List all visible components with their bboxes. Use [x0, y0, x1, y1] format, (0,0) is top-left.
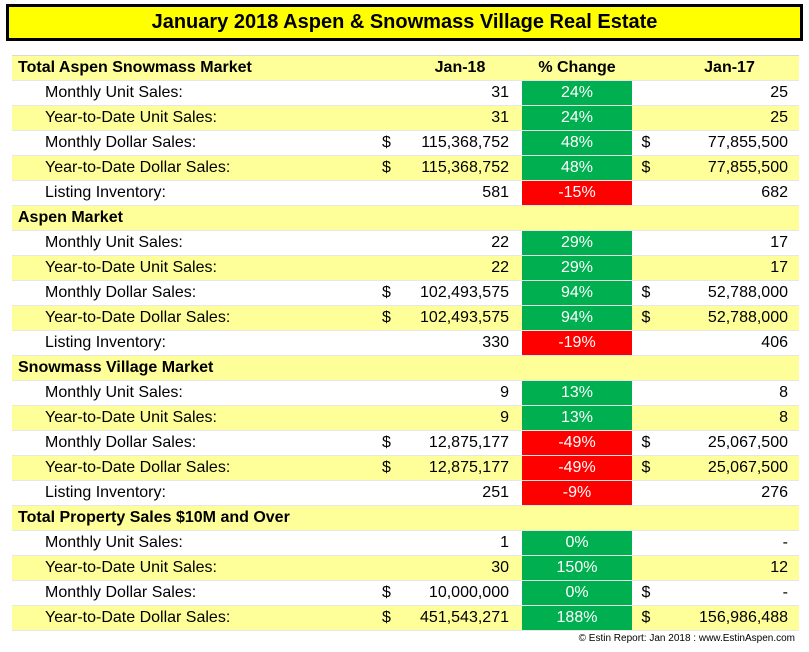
value-jan-17: 8 [779, 384, 788, 401]
section-header-row [12, 356, 799, 381]
table-row [12, 181, 799, 206]
currency-symbol [382, 481, 398, 505]
currency-symbol [382, 181, 398, 205]
currency-symbol: $ [382, 134, 391, 151]
value-jan-17: 77,855,500 [707, 159, 788, 176]
section-title: Snowmass Village Market [18, 359, 214, 376]
metric-label: Monthly Unit Sales: [45, 384, 183, 401]
currency-symbol: $ [641, 584, 651, 601]
currency-symbol: $ [641, 159, 651, 176]
value-jan-18: 102,493,575 [420, 309, 509, 326]
currency-symbol [382, 556, 398, 580]
value-jan-17: 52,788,000 [707, 284, 788, 301]
metric-label: Year-to-Date Unit Sales: [45, 259, 217, 276]
currency-symbol: $ [382, 459, 391, 476]
value-jan-17: 25 [770, 84, 788, 101]
value-jan-17: 17 [770, 234, 788, 251]
pct-change-cell: 24% [522, 81, 632, 105]
value-jan-18: 22 [491, 234, 509, 251]
currency-symbol [382, 331, 398, 355]
currency-symbol [382, 381, 398, 405]
table-row [12, 581, 799, 606]
pct-change-cell: -9% [522, 481, 632, 505]
currency-symbol [632, 231, 660, 255]
value-jan-18: 22 [491, 259, 509, 276]
metric-label: Listing Inventory: [45, 334, 166, 351]
value-jan-17: - [782, 584, 788, 601]
pct-change-cell: 0% [522, 531, 632, 555]
column-header-jan-18: Jan-18 [434, 59, 486, 76]
pct-change-cell: 188% [522, 606, 632, 630]
currency-symbol: $ [382, 284, 391, 301]
value-jan-17: 8 [779, 409, 788, 426]
pct-change-cell: 29% [522, 256, 632, 280]
pct-change-cell: 150% [522, 556, 632, 580]
table-row [12, 456, 799, 481]
currency-symbol [632, 256, 660, 280]
metric-label: Monthly Dollar Sales: [45, 584, 197, 601]
metric-label: Year-to-Date Unit Sales: [45, 559, 217, 576]
pct-change-cell: 13% [522, 381, 632, 405]
metric-label: Year-to-Date Dollar Sales: [45, 159, 231, 176]
pct-change-cell: 94% [522, 306, 632, 330]
value-jan-18: 12,875,177 [428, 459, 509, 476]
pct-change-cell: 0% [522, 581, 632, 605]
table-row [12, 331, 799, 356]
section-title: Total Aspen Snowmass Market [18, 59, 252, 76]
value-jan-18: 10,000,000 [428, 584, 509, 601]
currency-symbol: $ [382, 434, 391, 451]
value-jan-18: 9 [500, 384, 509, 401]
column-header-pct-change: % Change [538, 59, 616, 76]
value-jan-17: 25,067,500 [707, 434, 788, 451]
pct-change-cell: 94% [522, 281, 632, 305]
currency-symbol [632, 181, 660, 205]
table-row [12, 81, 799, 106]
metric-label: Year-to-Date Unit Sales: [45, 109, 217, 126]
value-jan-18: 102,493,575 [420, 284, 509, 301]
value-jan-18: 30 [491, 559, 509, 576]
currency-symbol [382, 256, 398, 280]
metric-label: Monthly Dollar Sales: [45, 284, 197, 301]
value-jan-17: 25 [770, 109, 788, 126]
currency-symbol [382, 56, 398, 80]
pct-change-cell: -19% [522, 331, 632, 355]
metric-label: Year-to-Date Unit Sales: [45, 409, 217, 426]
value-jan-18: 251 [482, 484, 509, 501]
table-row [12, 481, 799, 506]
pct-change-cell: 24% [522, 106, 632, 130]
pct-change-cell: -49% [522, 456, 632, 480]
copyright-footer: © Estin Report: Jan 2018 : www.EstinAspen.com [578, 633, 795, 644]
value-jan-17: - [782, 534, 788, 551]
value-jan-17: 77,855,500 [707, 134, 788, 151]
pct-change-cell: 48% [522, 156, 632, 180]
value-jan-17: 406 [761, 334, 788, 351]
section-header-row [12, 206, 799, 231]
table-row [12, 556, 799, 581]
value-jan-18: 115,368,752 [421, 134, 509, 151]
currency-symbol [382, 531, 398, 555]
pct-change-cell: -49% [522, 431, 632, 455]
currency-symbol [632, 531, 660, 555]
table-row [12, 131, 799, 156]
currency-symbol [632, 381, 660, 405]
table-row [12, 606, 799, 631]
metric-label: Listing Inventory: [45, 184, 166, 201]
value-jan-18: 9 [500, 409, 509, 426]
metric-label: Year-to-Date Dollar Sales: [45, 459, 231, 476]
value-jan-18: 330 [482, 334, 509, 351]
value-jan-17: 156,986,488 [699, 609, 788, 626]
currency-symbol [632, 481, 660, 505]
table-row [12, 281, 799, 306]
sales-table [12, 55, 799, 631]
metric-label: Monthly Unit Sales: [45, 84, 183, 101]
pct-change-cell: -15% [522, 181, 632, 205]
value-jan-18: 12,875,177 [428, 434, 509, 451]
currency-symbol [632, 106, 660, 130]
currency-symbol: $ [382, 609, 391, 626]
currency-symbol: $ [641, 309, 651, 326]
value-jan-17: 12 [770, 559, 788, 576]
currency-symbol [632, 331, 660, 355]
report-title: January 2018 Aspen & Snowmass Village Real Estate [6, 4, 803, 41]
metric-label: Year-to-Date Dollar Sales: [45, 309, 231, 326]
pct-change-cell: 48% [522, 131, 632, 155]
table-row [12, 381, 799, 406]
value-jan-18: 31 [491, 84, 509, 101]
value-jan-17: 276 [761, 484, 788, 501]
value-jan-17: 17 [770, 259, 788, 276]
metric-label: Monthly Unit Sales: [45, 534, 183, 551]
metric-label: Monthly Unit Sales: [45, 234, 183, 251]
table-row [12, 106, 799, 131]
currency-symbol: $ [382, 309, 391, 326]
table-row [12, 531, 799, 556]
column-header-jan-17: Jan-17 [704, 59, 755, 76]
pct-change-cell: 29% [522, 231, 632, 255]
table-row [12, 156, 799, 181]
table-row [12, 256, 799, 281]
value-jan-17: 682 [761, 184, 788, 201]
metric-label: Monthly Dollar Sales: [45, 134, 197, 151]
currency-symbol: $ [641, 459, 651, 476]
currency-symbol [632, 556, 660, 580]
currency-symbol: $ [641, 284, 651, 301]
currency-symbol: $ [641, 609, 651, 626]
currency-symbol: $ [382, 159, 391, 176]
currency-symbol [382, 106, 398, 130]
table-header-row [12, 56, 799, 81]
table-row [12, 231, 799, 256]
value-jan-17: 25,067,500 [707, 459, 788, 476]
value-jan-18: 451,543,271 [420, 609, 509, 626]
value-jan-18: 115,368,752 [421, 159, 509, 176]
currency-symbol: $ [382, 584, 391, 601]
currency-symbol [382, 406, 398, 430]
metric-label: Monthly Dollar Sales: [45, 434, 197, 451]
currency-symbol [632, 406, 660, 430]
section-header-row [12, 506, 799, 531]
currency-symbol [632, 56, 660, 80]
pct-change-cell: 13% [522, 406, 632, 430]
value-jan-17: 52,788,000 [707, 309, 788, 326]
currency-symbol: $ [641, 134, 651, 151]
section-title: Aspen Market [18, 209, 123, 226]
value-jan-18: 31 [491, 109, 509, 126]
section-title: Total Property Sales $10M and Over [18, 509, 290, 526]
metric-label: Listing Inventory: [45, 484, 166, 501]
currency-symbol [382, 231, 398, 255]
value-jan-18: 581 [482, 184, 509, 201]
currency-symbol [632, 81, 660, 105]
value-jan-18: 1 [500, 534, 509, 551]
table-row [12, 431, 799, 456]
metric-label: Year-to-Date Dollar Sales: [45, 609, 231, 626]
currency-symbol: $ [641, 434, 651, 451]
table-row [12, 406, 799, 431]
table-row [12, 306, 799, 331]
currency-symbol [382, 81, 398, 105]
